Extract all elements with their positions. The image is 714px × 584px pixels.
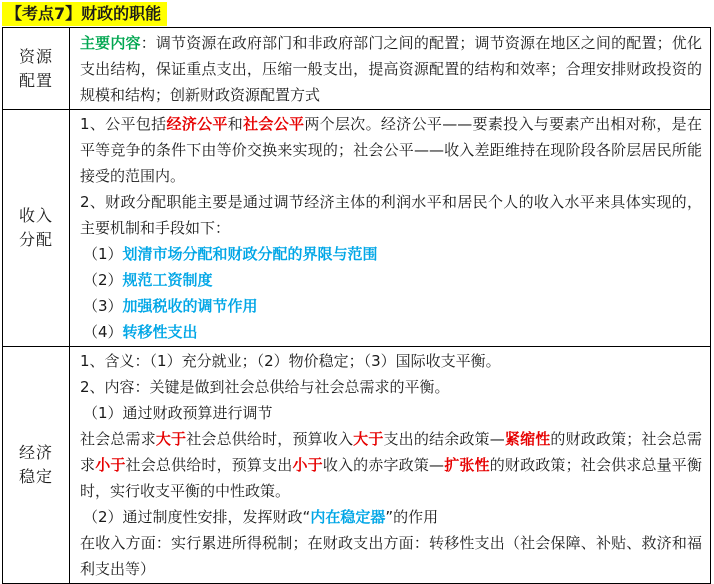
row-label-income: 收入 分配 [3,110,70,347]
policy-paragraph: 社会总需求大于社会总供给时，预算收入大于支出的结余政策—紧缩性的财政政策；社会总需求小于社会总供给时，预算支出小于收入的赤字政策—扩张性的财政政策；社会供求总量平衡时，实行收支平衡的中性政策。 [80,430,702,500]
distribution-paragraph: 2、财政分配职能主要是通过调节经济主体的利润水平和居民个人的收入水平来具体实现的，主要机制和手段如下： [80,193,702,237]
row-content-resource [70,28,711,110]
resource-text: ：调节资源在政府部门和非政府部门之间的配置；调节资源在地区之间的配置；优化支出结构，保证重点支出，压缩一般支出，提高资源配置的结构和效率；合理安排财政投资的规模和结构；创新财政资源配置方式 [80,33,702,104]
content-line: 2、内容：关键是做到社会总供给与社会总需求的平衡。 [80,378,450,396]
row-content-stability [70,347,711,584]
row-label-resource: 资源 配置 [3,28,70,110]
revenue-expenditure-line: 在收入方面：实行累进所得税制；在财政支出方面：转移性支出（社会保障、补贴、救济和福利支出等） [80,534,702,578]
table-row [3,28,711,110]
table-row [3,347,711,584]
main-content-label: 主要内容 [80,33,141,52]
row-label-stability: 经济 稳定 [3,347,70,584]
institutional-line: （2）通过制度性安排，发挥财政“内在稳定器”的作用 [83,508,439,526]
list-item: （1）划清市场分配和财政分配的界限与范围 [83,245,378,263]
meaning-line: 1、含义：（1）充分就业；（2）物价稳定；（3）国际收支平衡。 [80,352,501,370]
table-row [3,110,711,347]
page-title: 【考点7】财政的职能 [2,2,167,26]
list-item: （4）转移性支出 [83,323,198,341]
budget-line: （1）通过财政预算进行调节 [83,404,273,422]
row-content-income [70,110,711,347]
list-item: （3）加强税收的调节作用 [83,297,258,315]
functions-table [2,27,711,584]
fairness-paragraph: 1、公平包括经济公平和社会公平两个层次。经济公平——要素投入与要素产出相对称，是在平等竞争的条件下由等价交换来实现的；社会公平——收入差距维持在现阶段各阶层居民所能接受的范围内。 [80,115,702,185]
list-item: （2）规范工资制度 [83,271,213,289]
